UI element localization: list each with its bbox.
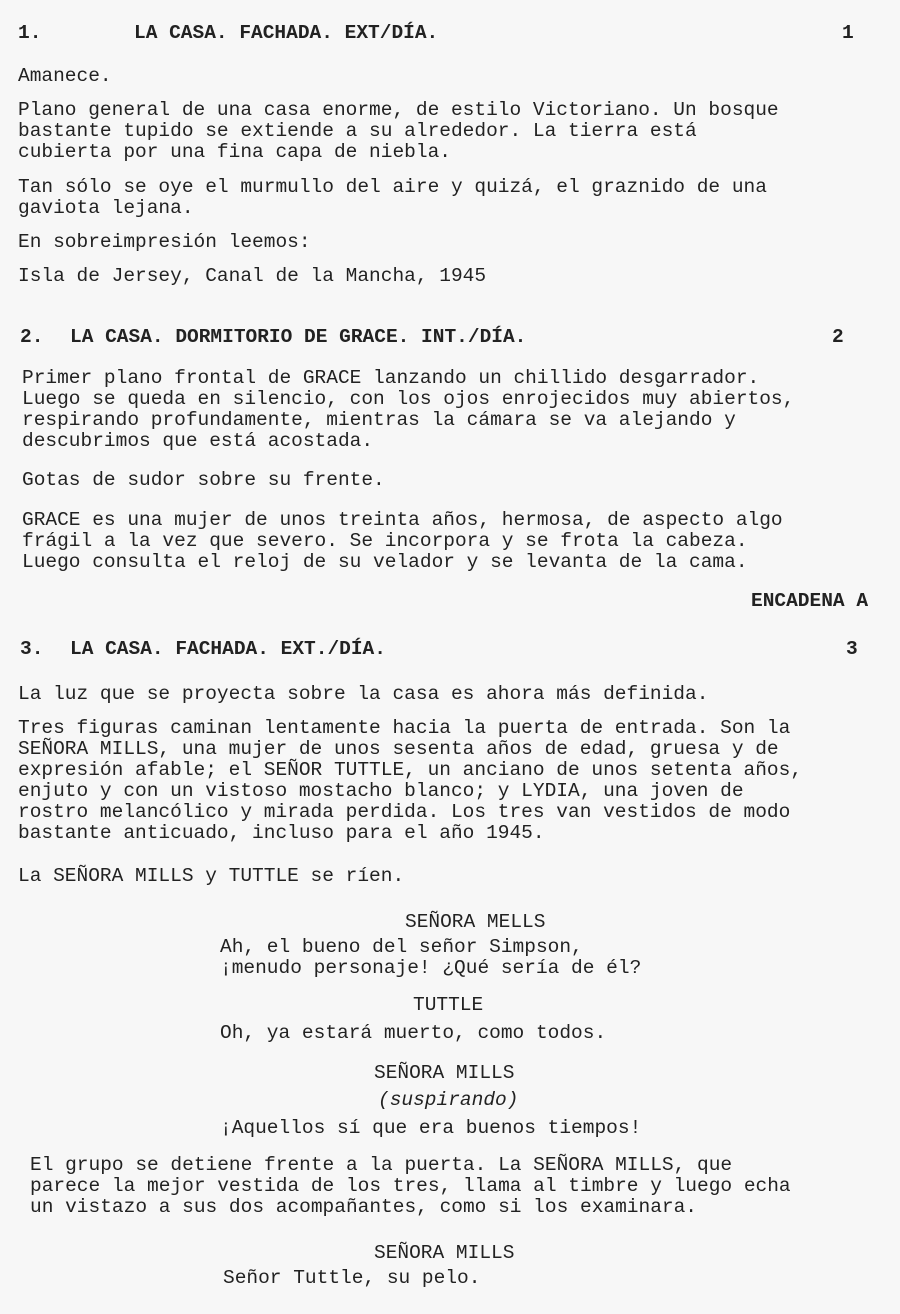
scene-3-action: El grupo se detiene frente a la puerta. La SEÑORA MILLS, que parece la mejor vestida de los tres, llama al timbre y luego echa un vistazo a sus dos acompañantes, como si los examinara.: [30, 1154, 791, 1218]
dialogue-line: Oh, ya estará muerto, como todos.: [220, 1022, 607, 1044]
scene-1-paragraph-2: Plano general de una casa enorme, de estilo Victoriano. Un bosque bastante tupido se extiende a su alrededor. La tierra está cubierta por una fina capa de niebla.: [18, 99, 779, 163]
scene-2-paragraph-2: Gotas de sudor sobre su frente.: [22, 469, 385, 491]
scene-1-paragraph-4: En sobreimpresión leemos:: [18, 231, 311, 253]
dialogue-character: SEÑORA MILLS: [374, 1242, 515, 1264]
scene-2-number: 2.: [20, 326, 44, 348]
dialogue-line: ¡Aquellos sí que era buenos tiempos!: [220, 1117, 642, 1139]
scene-3-paragraph-3: La SEÑORA MILLS y TUTTLE se ríen.: [18, 865, 405, 887]
scene-1-number: 1.: [18, 22, 42, 44]
scene-3-number: 3.: [20, 638, 44, 660]
transition: ENCADENA A: [751, 590, 869, 612]
scene-3-paragraph-1: La luz que se proyecta sobre la casa es ahora más definida.: [18, 683, 709, 705]
scene-1-number-right: 1: [842, 22, 854, 44]
dialogue-line: Señor Tuttle, su pelo.: [223, 1267, 481, 1289]
scene-3-heading: LA CASA. FACHADA. EXT./DÍA.: [70, 638, 386, 660]
dialogue-character: TUTTLE: [413, 994, 484, 1016]
scene-2-number-right: 2: [832, 326, 844, 348]
scene-1-heading: LA CASA. FACHADA. EXT/DÍA.: [134, 22, 439, 44]
scene-2-paragraph-3: GRACE es una mujer de unos treinta años, hermosa, de aspecto algo frágil a la vez que severo. Se incorpora y se frota la cabeza. Luego consulta el reloj de su velador y se levanta de la cama.: [22, 509, 783, 573]
scene-3-number-right: 3: [846, 638, 858, 660]
scene-3-paragraph-2: Tres figuras caminan lentamente hacia la puerta de entrada. Son la SEÑORA MILLS, una mujer de unos sesenta años de edad, gruesa y de expresión afable; el SEÑOR TUTTLE, un anciano de unos setenta años, enjuto y con un vistoso mostacho blanco; y LYDIA, una joven de rostro melancólico y mirada perdida. Los tres van vestidos de modo bastante anticuado, incluso para el año 1945.: [18, 717, 803, 844]
dialogue-character: SEÑORA MILLS: [374, 1062, 515, 1084]
scene-2-heading: LA CASA. DORMITORIO DE GRACE. INT./DÍA.: [70, 326, 527, 348]
dialogue-character: SEÑORA MELLS: [405, 911, 546, 933]
dialogue-parenthetical: (suspirando): [378, 1089, 519, 1111]
scene-1-paragraph-5: Isla de Jersey, Canal de la Mancha, 1945: [18, 265, 487, 287]
scene-1-paragraph-3: Tan sólo se oye el murmullo del aire y quizá, el graznido de una gaviota lejana.: [18, 176, 767, 219]
dialogue-line: Ah, el bueno del señor Simpson, ¡menudo personaje! ¿Qué sería de él?: [220, 936, 642, 979]
scene-2-paragraph-1: Primer plano frontal de GRACE lanzando un chillido desgarrador. Luego se queda en silencio, con los ojos enrojecidos muy abiertos, respirando profundamente, mientras la cámara se va alejando y descubrimos que está acostada.: [22, 367, 795, 452]
scene-1-paragraph-1: Amanece.: [18, 65, 112, 87]
